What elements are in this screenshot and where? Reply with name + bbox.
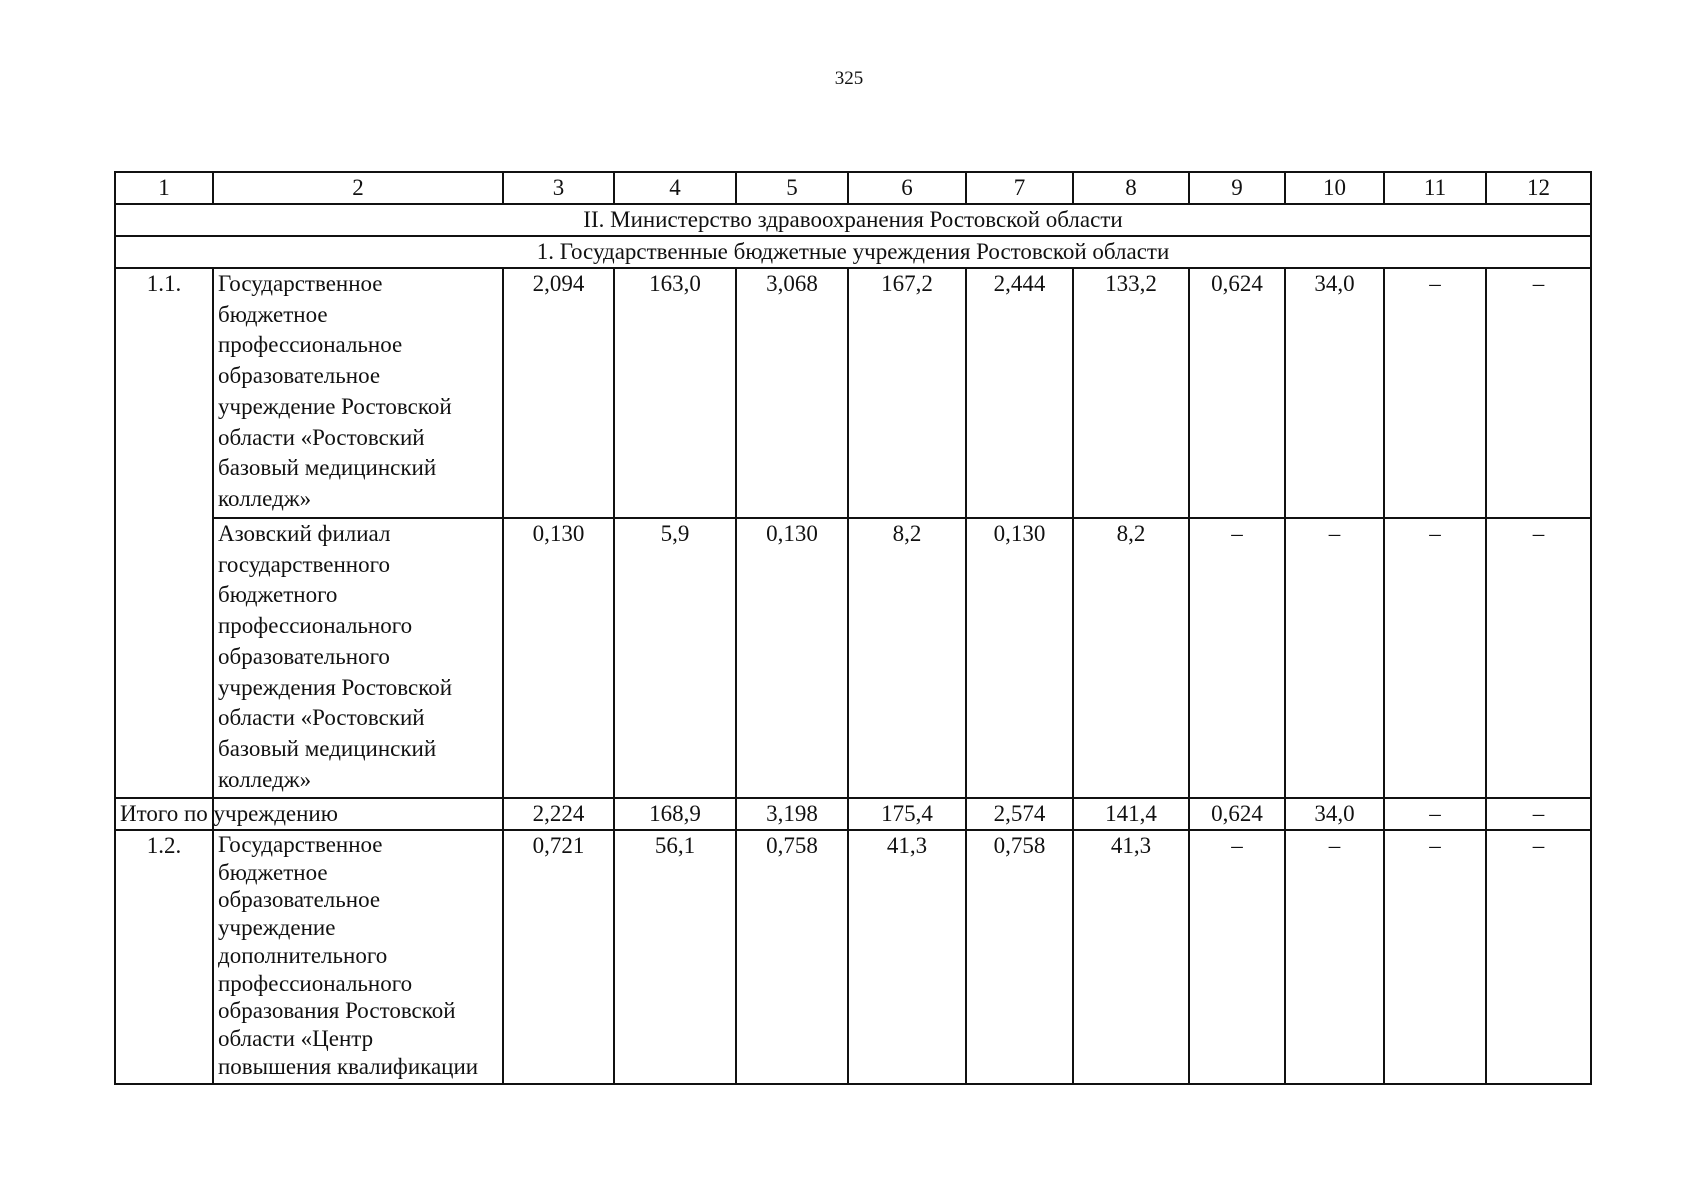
table-row bbox=[115, 830, 1591, 1084]
column-header: 2 bbox=[213, 172, 503, 204]
table-cell: – bbox=[1285, 518, 1384, 798]
table-cell: – bbox=[1384, 798, 1486, 830]
column-header: 9 bbox=[1189, 172, 1285, 204]
data-table bbox=[114, 171, 1592, 1085]
column-header: 10 bbox=[1285, 172, 1384, 204]
column-header-row bbox=[115, 172, 1591, 204]
column-header: 12 bbox=[1486, 172, 1591, 204]
table-cell: – bbox=[1486, 798, 1591, 830]
table-cell: 8,2 bbox=[848, 518, 966, 798]
table-cell: – bbox=[1486, 518, 1591, 798]
page-number: 325 bbox=[834, 68, 864, 89]
institution-name: Государственное бюджетное образовательное учреждение дополнительного профессионального образования Ростовской области «Центр повышения квалификации bbox=[213, 830, 503, 1084]
table-cell: 0,721 bbox=[503, 830, 614, 1084]
row-number: 1.1. bbox=[115, 268, 213, 798]
column-header: 11 bbox=[1384, 172, 1486, 204]
table-cell: 3,198 bbox=[736, 798, 848, 830]
section-row bbox=[115, 204, 1591, 236]
column-header: 1 bbox=[115, 172, 213, 204]
table-cell: 168,9 bbox=[614, 798, 736, 830]
table-cell: – bbox=[1189, 518, 1285, 798]
table-cell: 167,2 bbox=[848, 268, 966, 518]
table-cell: 34,0 bbox=[1285, 798, 1384, 830]
subsection-row bbox=[115, 236, 1591, 268]
table-cell: 2,094 bbox=[503, 268, 614, 518]
table-cell: – bbox=[1189, 830, 1285, 1084]
table-cell: – bbox=[1486, 830, 1591, 1084]
table-cell: – bbox=[1384, 830, 1486, 1084]
table-cell: 133,2 bbox=[1073, 268, 1189, 518]
table-cell: 0,130 bbox=[966, 518, 1073, 798]
table-cell: 141,4 bbox=[1073, 798, 1189, 830]
table-cell: 0,758 bbox=[966, 830, 1073, 1084]
column-header: 6 bbox=[848, 172, 966, 204]
row-number: 1.2. bbox=[115, 830, 213, 1084]
table-cell: 34,0 bbox=[1285, 268, 1384, 518]
table-row bbox=[115, 518, 1591, 798]
total-row bbox=[115, 798, 1591, 830]
table-cell: 163,0 bbox=[614, 268, 736, 518]
table-cell: 2,574 bbox=[966, 798, 1073, 830]
subsection-title: 1. Государственные бюджетные учреждения Ростовской области bbox=[115, 236, 1591, 268]
total-label: Итого по учреждению bbox=[115, 798, 213, 830]
table-cell: – bbox=[1486, 268, 1591, 518]
institution-name: Государственное бюджетное профессиональное образовательное учреждение Ростовской области «Ростовский базовый медицинский колледж» bbox=[213, 268, 503, 518]
table-cell: 3,068 bbox=[736, 268, 848, 518]
column-header: 7 bbox=[966, 172, 1073, 204]
table-cell: – bbox=[1384, 268, 1486, 518]
table-cell: 0,130 bbox=[736, 518, 848, 798]
table-cell: 5,9 bbox=[614, 518, 736, 798]
table-row bbox=[115, 268, 1591, 518]
table-cell: 2,444 bbox=[966, 268, 1073, 518]
table-cell: – bbox=[1384, 518, 1486, 798]
table-cell: 0,758 bbox=[736, 830, 848, 1084]
table-cell: 0,130 bbox=[503, 518, 614, 798]
table-cell: 0,624 bbox=[1189, 798, 1285, 830]
table-cell: 41,3 bbox=[848, 830, 966, 1084]
column-header: 4 bbox=[614, 172, 736, 204]
table-cell: 41,3 bbox=[1073, 830, 1189, 1084]
column-header: 3 bbox=[503, 172, 614, 204]
table-cell: 175,4 bbox=[848, 798, 966, 830]
table-cell: 2,224 bbox=[503, 798, 614, 830]
section-title: II. Министерство здравоохранения Ростовской области bbox=[115, 204, 1591, 236]
column-header: 8 bbox=[1073, 172, 1189, 204]
column-header: 5 bbox=[736, 172, 848, 204]
table-cell: 56,1 bbox=[614, 830, 736, 1084]
table-cell: 0,624 bbox=[1189, 268, 1285, 518]
table-cell: 8,2 bbox=[1073, 518, 1189, 798]
table-cell: – bbox=[1285, 830, 1384, 1084]
institution-name: Азовский филиал государственного бюджетного профессионального образовательного учреждения Ростовской области «Ростовский базовый медицинский колледж» bbox=[213, 518, 503, 798]
